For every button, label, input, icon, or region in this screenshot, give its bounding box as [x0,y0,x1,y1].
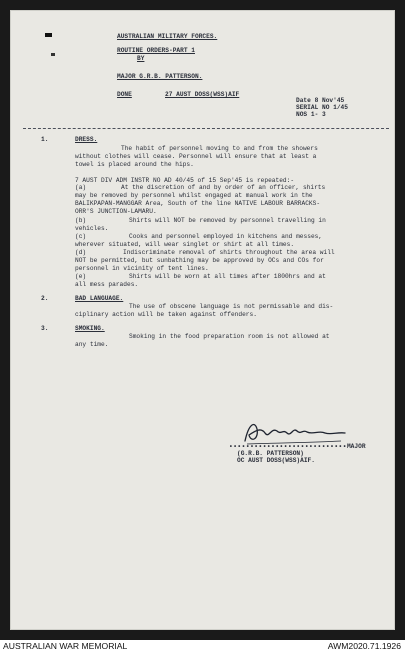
signature-name: (G.R.B. PATTERSON) [237,450,304,457]
para-3-number: 3. [41,325,49,332]
signature-block: ••••••••••••••••••••••••••••MAJOR (G.R.B. PATTERSON) OC AUST DOSS(WSS)AIF. [229,443,366,464]
para-1-line: may be removed by personnel whilst engaged at manual work in the [75,192,313,199]
para-1-title: DRESS. [75,136,98,143]
archive-caption [0,640,405,653]
para-1-line: BALIKPAPAN-MANGGAR Area, South of the line NATIVE LABOUR BARRACKS- [75,200,321,207]
order-serial: SERIAL NO 1/45 [296,104,348,111]
caption-accession: AWM2020.71.1926 [327,641,401,651]
para-1-line: 7 AUST DIV ADM INSTR NO AD 40/45 of 15 Sep'45 is repeated:- [75,177,295,184]
para-1-number: 1. [41,136,49,143]
header-line-2: ROUTINE ORDERS-PART 1 [117,47,195,54]
para-1-line: Cooks and personnel employed in kitchens and messes, [129,233,323,240]
document-body [11,11,394,629]
header-line-3: BY [137,55,145,62]
header-done: DONE [117,91,132,98]
clause-label: (e) [75,273,87,280]
para-1-line: Shirts will be worn at all times after 1800hrs and at [129,273,326,280]
header-unit: 27 AUST DOSS(WSS)AIF [165,91,240,98]
para-1-line: wherever situated, will wear singlet or shirt at all times. [75,241,295,248]
signature-unit: OC AUST DOSS(WSS)AIF. [237,457,315,464]
order-nos: NOS 1- 3 [296,111,326,118]
para-1-line: without clothes will cease. Personnel will ensure that at least a [75,153,317,160]
para-1-line: all mess parades. [75,281,139,288]
caption-institution: AUSTRALIAN WAR MEMORIAL [3,641,128,651]
para-3-line: Smoking in the food preparation room is not allowed at [129,333,330,340]
para-1-line: Shirts will NOT be removed by personnel travelling in [129,217,326,224]
header-line-4: MAJOR G.R.B. PATTERSON. [117,73,203,80]
clause-label: (b) [75,217,87,224]
para-1-line: towel is placed around the hips. [75,161,194,168]
para-3-title: SMOKING. [75,325,105,332]
order-meta [296,97,348,118]
header-line-1: AUSTRALIAN MILITARY FORCES. [117,33,218,40]
para-1-line: personnel in vicinity of tent lines. [75,265,209,272]
divider [23,128,389,129]
para-2-line: ciplinary action will be taken against offenders. [75,311,257,318]
signature-rank: MAJOR [346,443,366,450]
clause-label: (a) [75,184,87,191]
para-1-line: The habit of personnel moving to and from the showers [121,145,318,152]
para-1-line: vehicles. [75,225,109,232]
para-2-line: The use of obscene language is not permissable and dis- [129,303,334,310]
order-date: Date 8 Nov'45 [296,97,345,104]
para-1-line: Indiscriminate removal of shirts throughout the area will [123,249,335,256]
para-3-line: any time. [75,341,109,348]
para-1-line: ORR'S JUNCTION-LAMARU. [75,208,157,215]
para-2-number: 2. [41,295,49,302]
para-1-line: NOT be permitted, but sunbathing may be approved by OCs and COs for [75,257,324,264]
clause-label: (d) [75,249,87,256]
para-2-title: BAD LANGUAGE. [75,295,124,302]
clause-label: (c) [75,233,87,240]
document-page [10,10,395,630]
para-1-line: At the discretion of and by order of an officer, shirts [121,184,326,191]
